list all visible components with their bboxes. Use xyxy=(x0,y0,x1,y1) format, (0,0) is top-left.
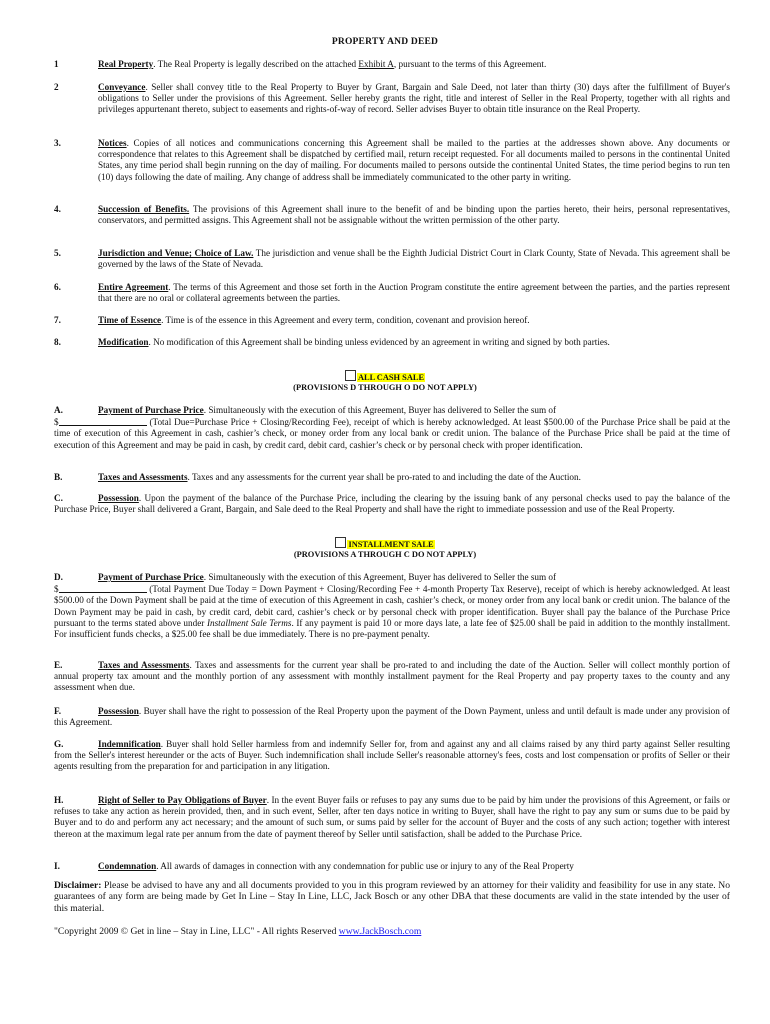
clause-letter: C. xyxy=(54,493,63,503)
installment-sale-label: INSTALLMENT SALE xyxy=(348,540,434,549)
clause-text: . In the event Buyer fails or refuses to pay any sums due to be paid by him under the provisions of this Agreement, or fails or refuses to take any action as herein provided, then, and in such event, Seller, after ten days notice in writing to Buyer, shall have the right to pay any sum or sums due to be paid by Buyer and to do and perform any act necessary; and the amount of such sum, or sums paid by seller for the account of Buyer and the costs of any such action; together with interest thereon at the maximum legal rate per annum from the date of payment thereof by Seller until satisfaction, shall be added to the Purchase Price. xyxy=(54,795,731,839)
installment-sale-checkbox[interactable] xyxy=(335,537,346,548)
amount-blank-field[interactable] xyxy=(59,583,147,593)
section-number: 4. xyxy=(54,204,61,214)
section-number: 3. xyxy=(54,138,61,148)
section-heading: Time of Essence xyxy=(98,315,162,325)
section-text: . The terms of this Agreement and those set forth in the Auction Program constitute the entire agreement between the parties, and the parties represent that there are no oral or collateral agreements between the parties. xyxy=(98,282,730,304)
clause-text: . Simultaneously with the execution of this Agreement, Buyer has delivered to Seller the sum of xyxy=(203,572,557,582)
section-heading: Notices xyxy=(98,138,127,148)
section-number: 5. xyxy=(54,248,61,258)
section-heading: Real Property xyxy=(98,59,154,69)
clause-letter: A. xyxy=(54,405,63,415)
section-heading: Conveyance xyxy=(98,82,146,92)
cash-sale-checkbox[interactable] xyxy=(345,370,356,381)
clause-letter: B. xyxy=(54,472,63,482)
section-jurisdiction xyxy=(54,248,730,270)
clause-a-payment xyxy=(54,405,730,451)
clause-text-end: . If any payment is paid 10 or more days late, a late fee of $25.00 shall be paid in addition to the monthly installment. For insufficient funds checks, a $25.00 fee shall be due immediately. There is no pre-payment penalty. xyxy=(54,617,730,640)
clause-h-right-of-seller xyxy=(54,795,730,840)
section-heading: Modification xyxy=(98,337,149,347)
clause-text: . All awards of damages in connection with any condemnation for public use or injury to any of the Real Property xyxy=(156,861,574,871)
section-text: . Seller shall convey title to the Real Property to Buyer by Grant, Bargain and Sale Deed, not later than thirty (30) days after the fulfillment of Buyer's obligations to Seller under the provisions of this Agreement. Seller hereby grants the right, title and interest of Seller in the Real Property, together with all rights and privileges appurtenant thereto, subject to easements and rights-of-way of record. Seller advises Buyer to obtain title insurance on the Real Property. xyxy=(98,82,730,115)
clause-letter: D. xyxy=(54,572,63,582)
clause-letter: F. xyxy=(54,706,62,716)
section-real-property xyxy=(54,59,730,70)
clause-heading: Right of Seller to Pay Obligations of Buyer xyxy=(98,795,267,805)
clause-heading: Condemnation xyxy=(98,861,157,871)
section-entire-agreement xyxy=(54,282,730,304)
clause-heading: Payment of Purchase Price xyxy=(98,572,204,582)
clause-g-indemnification xyxy=(54,739,730,773)
clause-heading: Taxes and Assessments xyxy=(98,472,188,482)
section-text: . The Real Property is legally described on the attached xyxy=(153,59,359,69)
section-succession xyxy=(54,204,730,226)
section-number: 2 xyxy=(54,82,59,92)
clause-letter: G. xyxy=(54,739,64,749)
clause-text: . Buyer shall hold Seller harmless from and indemnify Seller for, from and against any and all claims raised by any third party against Seller resulting from the Seller's interest hereunder or the acts of Buyer. Such indemnification shall include Seller's reasonable attorney's fees, costs and lost compensation or profits of Seller or their agents resulting from the preparation for and participation in any litigation. xyxy=(54,739,730,772)
section-text: . No modification of this Agreement shall be binding unless evidenced by an agreement in writing and signed by both parties. xyxy=(148,337,610,347)
section-time-of-essence xyxy=(54,315,730,326)
cash-sale-provisions-note: (PROVISIONS D THROUGH O DO NOT APPLY) xyxy=(293,383,477,392)
section-heading: Jurisdiction and Venue; Choice of Law. xyxy=(98,248,254,258)
section-heading: Entire Agreement xyxy=(98,282,169,292)
section-conveyance xyxy=(54,82,730,116)
clause-i-condemnation xyxy=(54,861,730,872)
clause-f-possession xyxy=(54,706,730,728)
document-title: PROPERTY AND DEED xyxy=(331,37,439,47)
copyright-text: "Copyright 2009 © Get in line – Stay in Line, LLC" - All rights Reserved xyxy=(54,926,339,937)
disclaimer xyxy=(54,880,730,914)
clause-heading: Possession xyxy=(98,493,139,503)
section-heading: Succession of Benefits. xyxy=(98,204,190,214)
dollar-sign: $ xyxy=(54,417,59,428)
section-number: 7. xyxy=(54,315,61,325)
installment-terms-reference: Installment Sale Terms xyxy=(206,617,292,628)
cash-sale-label: ALL CASH SALE xyxy=(357,373,425,382)
amount-blank-field[interactable] xyxy=(59,416,147,426)
section-modification xyxy=(54,337,730,348)
clause-letter: H. xyxy=(54,795,64,805)
clause-b-taxes xyxy=(54,472,730,483)
clause-heading: Indemnification xyxy=(98,739,161,749)
clause-text: . Taxes and any assessments for the current year shall be pro-rated to and including the date of the Auction. xyxy=(187,472,581,482)
clause-text: . Taxes and assessments for the current year shall be pro-rated to and including the date of the Auction. Seller will collect monthly portion of annual property tax amount and the monthly portion of any assessment with monthly installment payment for the Real Property and pay property taxes to the county and any assessment when due. xyxy=(54,660,731,693)
clause-text: . Simultaneously with the execution of this Agreement, Buyer has delivered to Seller the sum of xyxy=(203,405,557,415)
section-text: . Time is of the essence in this Agreement and every term, condition, covenant and provision hereof. xyxy=(161,315,530,325)
clause-heading: Possession xyxy=(98,706,139,716)
section-text: The jurisdiction and venue shall be the Eighth Judicial District Court in Clark County, State of Nevada. This agreement shall be governed by the laws of the State of Nevada. xyxy=(98,248,730,270)
clause-c-possession xyxy=(54,493,730,515)
section-notices xyxy=(54,138,730,183)
section-number: 1 xyxy=(54,59,59,69)
clause-d-payment xyxy=(54,572,730,640)
clause-letter: I. xyxy=(54,861,60,871)
dollar-sign: $ xyxy=(54,584,59,595)
clause-text-cont: (Total Due=Purchase Price + Closing/Recording Fee), receipt of which is hereby acknowledged. At least $500.00 of the Purchase Price shall be paid at the time of execution of this Agreement in cash, cashier’s check, or money order from any local bank or credit union. The balance of the Purchase Price shall be paid at the time of execution of this Agreement and may be paid in cash, by credit card, debit card, cashier’s check or by personal check with proper identification. xyxy=(54,417,730,450)
section-text-end: , pursuant to the terms of this Agreement. xyxy=(393,59,547,69)
clause-text-cont: (Total Payment Due Today = Down Payment + Closing/Recording Fee + 4-month Property Tax Reserve), receipt of which is hereby acknowledged. At least $500.00 of the Down Payment shall be paid at the time of execution of this Agreement in cash, cashier’s check, or money order from any local bank or credit union. The balance of the Down Payment may be paid in cash, by credit card, debit card, cashier’s check or by personal check with proper identification. Buyer shall pay the balance of the Purchase Price pursuant to the terms stated above under xyxy=(54,584,730,628)
section-text: The provisions of this Agreement shall inure to the benefit of and be binding upon the parties hereto, their heirs, personal representatives, conservators, and permitted assigns. This Agreement shall not be assignable without the written permission of the other party. xyxy=(98,204,730,226)
disclaimer-label: Disclaimer: xyxy=(54,880,102,891)
clause-e-taxes xyxy=(54,660,730,694)
disclaimer-text: Please be advised to have any and all documents provided to you in this program reviewed by an attorney for their validity and feasibility for use in any state. No guarantees of any form are being made by Get In Line – Stay In Line, LLC, Jack Bosch or any other DBA that these documents are valid in the state intended by the user of this material. xyxy=(54,880,730,914)
jackbosch-website-link[interactable]: www.JackBosch.com xyxy=(338,926,422,937)
clause-heading: Taxes and Assessments xyxy=(98,660,190,670)
copyright-line xyxy=(54,926,730,937)
section-number: 6. xyxy=(54,282,61,292)
clause-text: . Buyer shall have the right to possession of the Real Property upon the payment of the Down Payment, unless and until default is made under any provision of this Agreement. xyxy=(54,706,730,728)
exhibit-reference: Exhibit A xyxy=(358,59,394,69)
section-number: 8. xyxy=(54,337,61,347)
installment-provisions-note: (PROVISIONS A THROUGH C DO NOT APPLY) xyxy=(293,550,477,559)
clause-letter: E. xyxy=(54,660,63,670)
section-text: . Copies of all notices and communications concerning this Agreement shall be mailed to the parties at the addresses shown above. Any documents or correspondence that relates to this Agreement shall be dispatched by certified mail, return receipt requested. For all documents mailed to persons in the continental United States, any time period shall begin running on the day of mailing. For documents mailed to persons outside the continental United States, the time period begins to run ten (10) days following the date of mailing. Any change of address shall be immediately communicated to the other party in writing. xyxy=(98,138,730,182)
clause-text: . Upon the payment of the balance of the Purchase Price, including the clearing by the issuing bank of any personal checks used to pay the balance of the Purchase Price, Buyer shall delivered a Grant, Bargain, and Sale deed to the Real Property and shall have the right to immediate possession and use of the Real Property. xyxy=(54,493,730,515)
clause-heading: Payment of Purchase Price xyxy=(98,405,204,415)
